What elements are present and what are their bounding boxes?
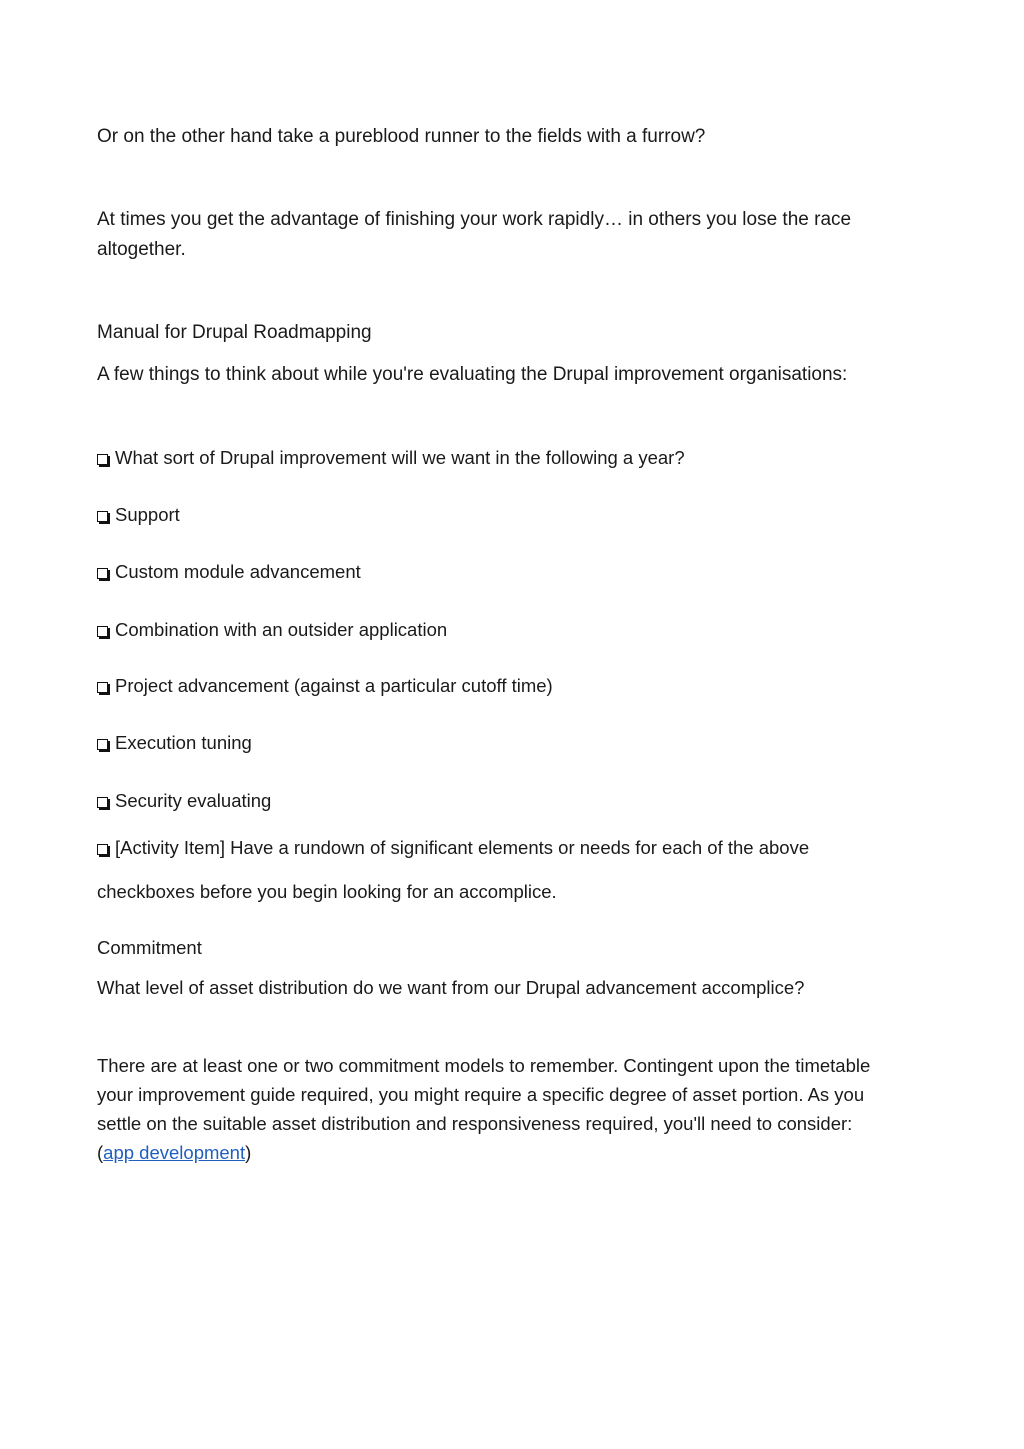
commitment-paragraph-line-3: settle on the suitable asset distribution and responsiveness required, you'll need to consider: [97, 1113, 853, 1134]
checklist-item [97, 836, 809, 860]
checklist-item-label: Execution tuning [115, 732, 252, 753]
commitment-question: What level of asset distribution do we want from our Drupal advancement accomplice? [97, 977, 805, 998]
paren-close: ) [245, 1142, 252, 1163]
checklist-item-label: Custom module advancement [115, 561, 361, 582]
checkbox-icon [97, 797, 108, 808]
checklist-item [97, 674, 553, 698]
checklist-continuation: checkboxes before you begin looking for an accomplice. [97, 881, 557, 902]
heading-commitment: Commitment [97, 937, 202, 958]
checklist-item-label: What sort of Drupal improvement will we want in the following a year? [115, 447, 685, 468]
paragraph-advantage-line-2: altogether. [97, 239, 186, 260]
checklist-item [97, 618, 447, 642]
app-development-link[interactable]: app development [103, 1142, 246, 1163]
paragraph-advantage-line-1: At times you get the advantage of finishing your work rapidly… in others you lose the race [97, 209, 852, 230]
checklist-item [97, 560, 361, 584]
checkbox-icon [97, 844, 108, 855]
checklist-item [97, 446, 685, 470]
paren-open: ( [97, 1142, 104, 1163]
checkbox-icon [97, 454, 108, 465]
checkbox-icon [97, 568, 108, 579]
checkbox-icon [97, 682, 108, 693]
checklist-item-label: Support [115, 504, 180, 525]
commitment-paragraph-line-1: There are at least one or two commitment models to remember. Contingent upon the timetable [97, 1055, 871, 1076]
checklist-item-label: [Activity Item] Have a rundown of significant elements or needs for each of the above [115, 837, 810, 858]
checkbox-icon [97, 511, 108, 522]
commitment-paragraph-line-2: your improvement guide required, you might require a specific degree of asset portion. As you [97, 1084, 865, 1105]
checkbox-icon [97, 626, 108, 637]
checklist-item-label: Project advancement (against a particular cutoff time) [115, 675, 553, 696]
checkbox-icon [97, 739, 108, 750]
checklist-item-label: Combination with an outsider application [115, 619, 448, 640]
heading-manual-roadmapping: Manual for Drupal Roadmapping [97, 322, 372, 343]
checklist-item [97, 789, 271, 813]
paragraph-runner-question: Or on the other hand take a pureblood runner to the fields with a furrow? [97, 126, 706, 147]
checklist-item [97, 503, 180, 527]
checklist-item [97, 731, 252, 755]
app-development-reference [97, 1141, 251, 1165]
checklist-item-label: Security evaluating [115, 790, 272, 811]
paragraph-things-to-think: A few things to think about while you're evaluating the Drupal improvement organisations: [97, 364, 848, 385]
